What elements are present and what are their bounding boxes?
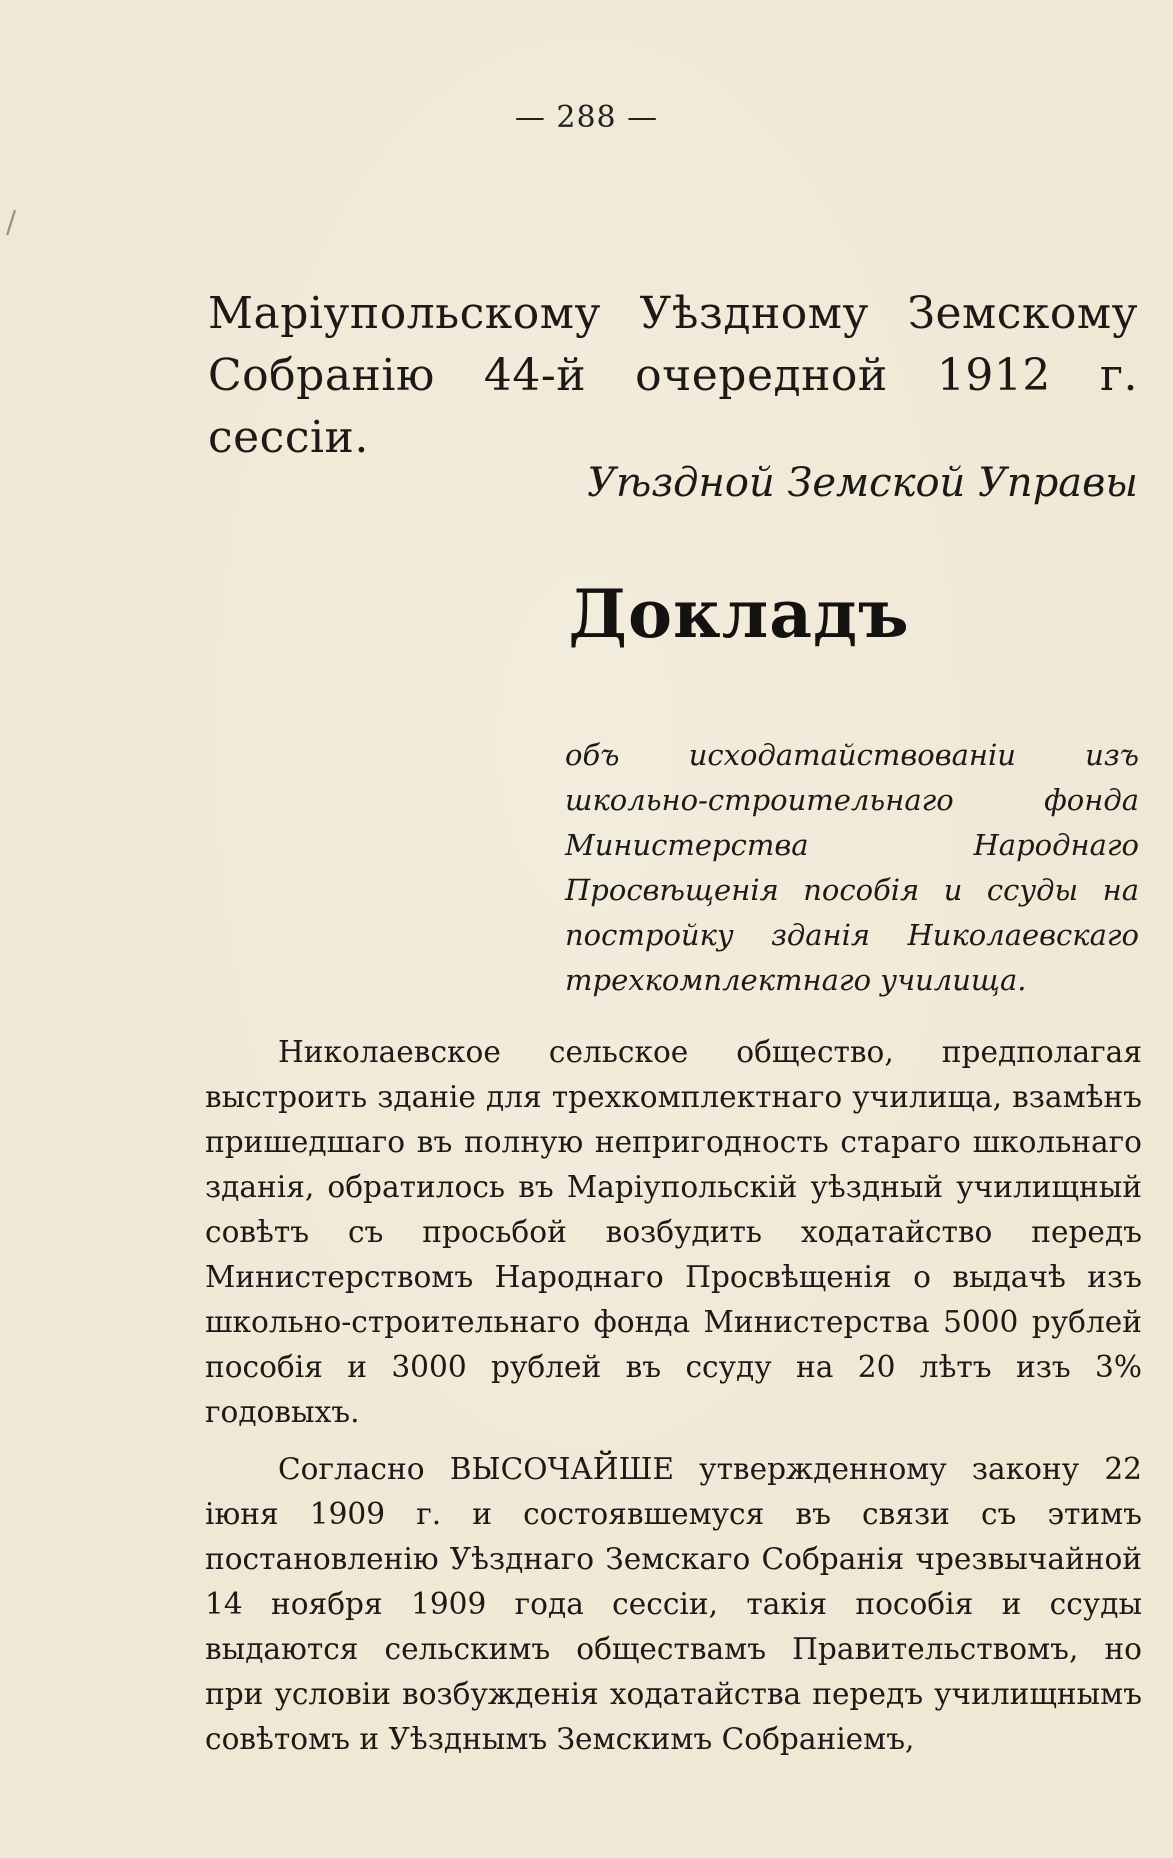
- body-text: [205, 1030, 1142, 1762]
- margin-mark: /: [6, 205, 17, 240]
- page-number: — 288 —: [514, 100, 659, 135]
- addressee-heading: Маріупольскому Уѣздному Земскому Собранію 44-й очередной 1912 г. сессіи.: [208, 288, 1138, 463]
- paragraph-1: Николаевское сельское общество, предполагая выстроить зданіе для трехкомплектнаго училища, взамѣнъ пришедшаго въ полную непригодность стараго школьнаго зданія, обратилось въ Маріупольскій уѣздный училищный совѣтъ съ просьбой возбудить ходатайство передъ Министерствомъ Народнаго Просвѣщенія о выдачѣ изъ школьно-строительнаго фонда Министерства 5000 рублей пособія и 3000 рублей въ ссуду на 20 лѣтъ изъ 3% годовыхъ.: [205, 1035, 1142, 1429]
- paragraph-2: Согласно ВЫСОЧАЙШЕ утвержденному закону 22 іюня 1909 г. и состоявшемуся въ связи съ этимъ постановленію Уѣзднаго Земскаго Собранія чрезвычайной 14 ноября 1909 года сессіи, такія пособія и ссуды выдаются сельскимъ обществамъ Правительствомъ, но при условіи возбужденія ходатайства передъ училищнымъ совѣтомъ и Уѣзднымъ Земскимъ Собраніемъ,: [205, 1452, 1142, 1756]
- author-line: Уѣздной Земской Управы: [587, 460, 1138, 506]
- report-subject: объ исходатайствованіи изъ школьно-строительнаго фонда Министерства Народнаго Просвѣщенія пособія и ссуды на постройку зданія Николаевскаго трехкомплектнаго училища.: [565, 738, 1139, 997]
- document-title: Докладъ: [568, 575, 910, 653]
